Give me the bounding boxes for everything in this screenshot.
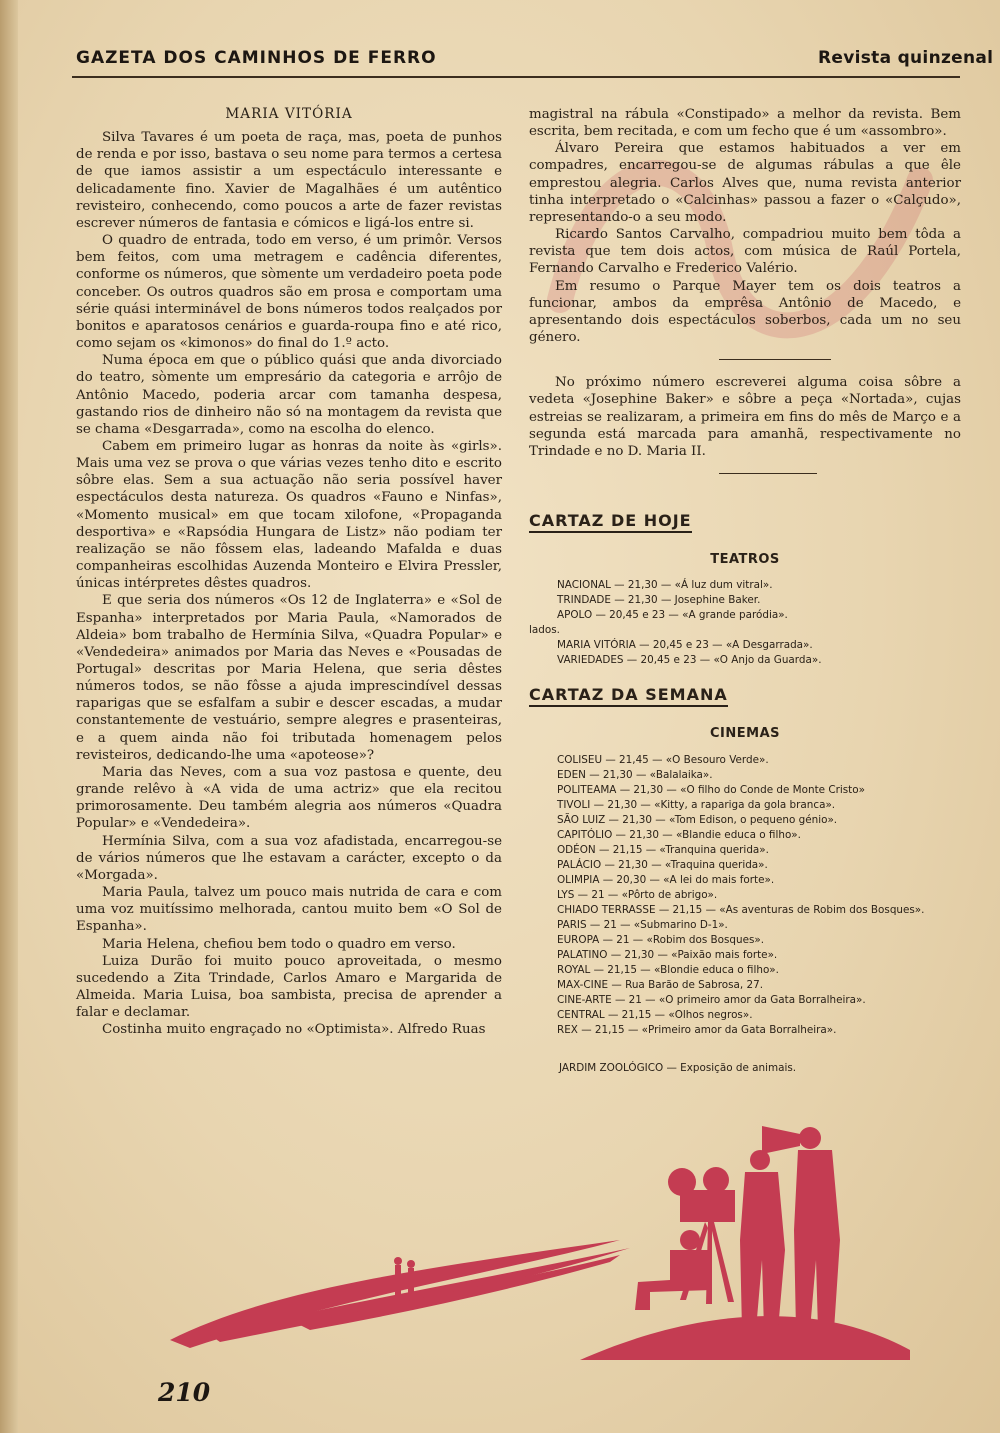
listing-line: OLIMPIA — 20,30 — «A lei do mais forte».	[557, 873, 775, 886]
listing-line: EUROPA — 21 — «Robim dos Bosques».	[557, 933, 765, 946]
running-head-subtitle: Revista quinzenal	[818, 48, 994, 68]
paragraph: Maria Helena, chefiou bem todo o quadro em verso.	[102, 936, 456, 952]
article-title: MARIA VITÓRIA	[225, 106, 353, 122]
paragraph: Silva Tavares é um poeta de raça, mas, poeta de punhos de renda e por isso, bastava o seu nome para termos a certesa de que iamos assistir a um espectáculo interessante e delicadamente fino. Xavier de Magalhães é um autêntico revisteiro, conhecendo, como poucos a arte de fazer revistas escrever números de fantasia e cómicos e ligá-los entre si.	[76, 130, 502, 231]
listing-line: PARIS — 21 — «Submarino D-1».	[557, 918, 728, 931]
paragraph: Luiza Durão foi muito pouco aproveitada, o mesmo sucedendo a Zita Trindade, Carlos Amaro e Margarida de Almeida. Maria Luisa, boa sambista, precisa de aprender a falar e declamar.	[76, 953, 502, 1021]
section-heading-cartaz-semana: CARTAZ DA SEMANA	[529, 686, 728, 707]
listing-line: SÃO LUIZ — 21,30 — «Tom Edison, o pequeno génio».	[557, 813, 838, 826]
subheading-teatros: TEATROS	[710, 552, 780, 568]
paragraph: Numa época em que o público quási que anda divorciado do teatro, sòmente um empresário da categoria e arrôjo de Antônio Macedo, poderia arcar com tamanha despesa, gastando rios de dinheiro não só na montagem da revista que se chama «Desgarrada», como na escolha do elenco.	[76, 353, 502, 437]
paragraph: Maria Paula, talvez um pouco mais nutrida de cara e com uma voz muitíssimo melhorada, cantou muito bem «O Sol de Espanha».	[76, 885, 502, 935]
listing-line: PALÁCIO — 21,30 — «Traquina querida».	[557, 858, 768, 871]
paragraph: Cabem em primeiro lugar as honras da noite às «girls». Mais uma vez se prova o que várias vezes tenho dito e escrito sôbre elas. Sem a sua actuação não seria possível haver espectáculos desta natureza. Os quadros «Fauno e Ninfas», «Momento musical» em que tocam xilofone, «Propaganda desportiva» e «Rapsódia Hungara de Listz» não podiam ter realização se não fôssem elas, ladeando Mafalda e duas companheiras escolhidas Auzenda Monteiro e Elvira Pressler, únicas intérpretes dêstes quadros.	[76, 438, 502, 592]
listing-line: NACIONAL — 21,30 — «Á luz dum vitral».	[557, 579, 773, 592]
paragraph: Hermínia Silva, com a sua voz afadistada, encarregou-se de vários números que lhe estavam a carácter, excepto o da «Morgada».	[76, 833, 502, 883]
right-column	[529, 106, 961, 1077]
listing-line: PALATINO — 21,30 — «Paixão mais forte».	[557, 948, 778, 961]
cinema-listings	[557, 753, 961, 1038]
listing-line: TIVOLI — 21,30 — «Kitty, a rapariga da gola branca».	[557, 798, 836, 811]
listing-line: ROYAL — 21,15 — «Blondie educa o filho».	[557, 963, 779, 976]
theatre-listings	[529, 578, 961, 668]
paragraph: magistral na rábula «Constipado» a melhor da revista. Bem escrita, bem recitada, e com um fecho que é um «assombro».	[529, 107, 961, 140]
listing-line: EDEN — 21,30 — «Balalaika».	[557, 768, 713, 781]
author-note: No próximo número escreverei alguma coisa sôbre a vedeta «Josephine Baker» e sôbre a peça «Nortada», cujas estreias se realizaram, a primeira em fins do mês de Março e a segunda está marcada para amanhã, respectivamente no Trindade e no D. Maria II.	[529, 375, 961, 459]
subheading-cinemas: CINEMAS	[710, 726, 780, 742]
listing-line: MAX-CINE — Rua Barão de Sabrosa, 27.	[557, 978, 764, 991]
listing-line: COLISEU — 21,45 — «O Besouro Verde».	[557, 753, 769, 766]
divider	[719, 359, 831, 360]
paragraph: Maria das Neves, com a sua voz pastosa e quente, deu grande relêvo à «A vida de uma actriz» que ela recitou primorosamente. Deu também alegria aos números «Quadra Popular» e «Vendedeira».	[76, 764, 502, 832]
listing-line: MARIA VITÓRIA — 20,45 e 23 — «A Desgarrada».	[557, 639, 813, 652]
listing-line: CINE-ARTE — 21 — «O primeiro amor da Gata Borralheira».	[557, 993, 866, 1006]
listing-line: REX — 21,15 — «Primeiro amor da Gata Borralheira».	[557, 1023, 837, 1036]
listing-line: CAPITÓLIO — 21,30 — «Blandie educa o filho».	[557, 828, 801, 841]
listing-line: ODÉON — 21,15 — «Tranquina querida».	[557, 843, 769, 856]
zoo-listing: JARDIM ZOOLÓGICO — Exposição de animais.	[559, 1061, 797, 1074]
header-rule	[72, 76, 960, 78]
paragraph: E que seria dos números «Os 12 de Inglaterra» e «Sol de Espanha» interpretados por Maria Paula, «Namorados de Aldeia» bom trabalho de Hermínia Silva, «Quadra Popular» e «Vendedeira» animados por Maria das Neves e «Pousadas de Portugal» descritas por Maria Helena, que seria dêstes números todos, se não fôsse a ajuda imprescindível dessas raparigas que se esfalfam a subir e descer escadas, a mudar constantemente de vestuário, sempre alegres e prasenteiras, e a quem ainda não foi tributada homenagem pelos revisteiros, dedicando-lhe uma «apoteose»?	[76, 593, 502, 763]
paragraph: Costinha muito engraçado no «Optimista». Alfredo Ruas	[102, 1022, 486, 1038]
divider	[719, 473, 817, 474]
listing-line: LYS — 21 — «Pôrto de abrigo».	[557, 888, 718, 901]
paragraph: O quadro de entrada, todo em verso, é um primôr. Versos bem feitos, com uma metragem e cadência diferentes, conforme os números, que sòmente um verdadeiro poeta pode conceber. Os outros quadros são em prosa e comportam uma série quási interminável de bons números todos realçados por bonitos e aparatosos cenários e guarda-roupa fino e até rico, como sejam os «kimonos» do final do 1.º acto.	[76, 233, 502, 352]
running-head-title: GAZETA DOS CAMINHOS DE FERRO	[76, 48, 437, 68]
left-column	[76, 106, 502, 1038]
paragraph: Álvaro Pereira que estamos habituados a ver em compadres, encarregou-se de algumas rábulas a que êle emprestou alegria. Carlos Alves que, numa revista anterior tinha interpretado o «Calcinhas» passou a fazer o «Calçudo», representando-o a seu modo.	[529, 141, 961, 225]
paragraph: Ricardo Santos Carvalho, compadriou muito bem tôda a revista que tem dois actos, com música de Raúl Portela, Fernando Carvalho e Frederico Valério.	[529, 227, 961, 277]
section-heading-cartaz-hoje: CARTAZ DE HOJE	[529, 512, 692, 533]
listing-line: VARIEDADES — 20,45 e 23 — «O Anjo da Guarda».	[557, 654, 822, 667]
listing-line: POLITEAMA — 21,30 — «O filho do Conde de Monte Cristo»	[557, 783, 865, 796]
binding-gutter	[0, 0, 18, 1433]
listing-line: TRINDADE — 21,30 — Josephine Baker.	[557, 594, 761, 607]
listing-line: lados.	[529, 624, 560, 637]
listing-line: CHIADO TERRASSE — 21,15 — «As aventuras de Robim dos Bosques».	[557, 903, 925, 916]
page-number: 210	[158, 1378, 211, 1407]
paragraph: Em resumo o Parque Mayer tem os dois teatros a funcionar, ambos da emprêsa Antônio de Macedo, e apresentando dois espectáculos soberbos, cada um no seu género.	[529, 278, 961, 346]
listing-line: APOLO — 20,45 e 23 — «A grande paródia».	[557, 609, 788, 622]
film-crew-silhouette-icon	[150, 1120, 960, 1380]
listing-line: CENTRAL — 21,15 — «Olhos negros».	[557, 1008, 753, 1021]
